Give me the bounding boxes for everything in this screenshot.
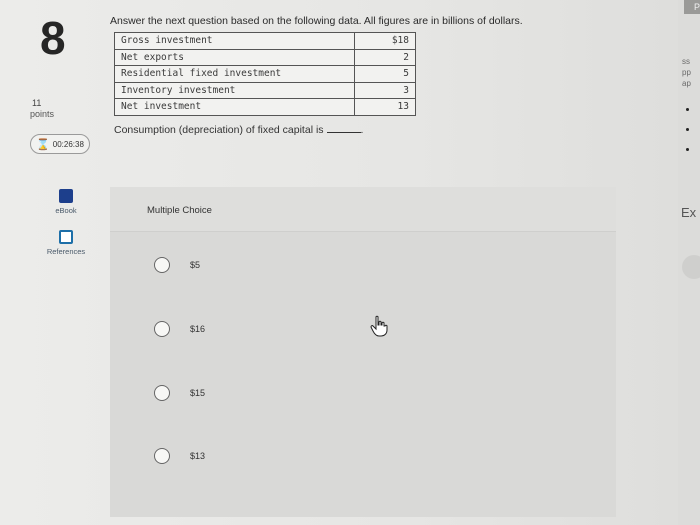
book-icon: [59, 189, 73, 203]
edge-circle: [682, 255, 700, 279]
choice-option[interactable]: [154, 252, 454, 278]
table-row: [115, 33, 416, 50]
multiple-choice-panel: [110, 187, 616, 517]
row-value: 2: [355, 49, 416, 66]
multiple-choice-title: Multiple Choice: [147, 205, 212, 216]
row-label: Residential fixed investment: [115, 66, 355, 83]
edge-tag: P: [684, 0, 700, 14]
adjacent-window-edge: [678, 0, 700, 525]
edge-fragment: pp: [682, 68, 691, 77]
bullet-icon: [686, 108, 689, 111]
bullet-icon: [686, 128, 689, 131]
question-stem: Consumption (depreciation) of fixed capital is .: [114, 124, 364, 136]
timer-text: 00:26:38: [52, 139, 84, 149]
row-label: Gross investment: [115, 33, 355, 50]
data-table: [114, 32, 416, 116]
radio-button[interactable]: [154, 321, 170, 337]
question-prompt: Answer the next question based on the following data. All figures are in billions of dollars.: [110, 15, 523, 27]
radio-button[interactable]: [154, 385, 170, 401]
edge-fragment: Ex: [681, 205, 697, 220]
row-label: Inventory investment: [115, 82, 355, 99]
edge-fragment: ap: [682, 79, 691, 88]
ebook-button[interactable]: [36, 189, 96, 215]
table-row: [115, 82, 416, 99]
table-row: [115, 66, 416, 83]
row-value: 3: [355, 82, 416, 99]
references-label: References: [46, 247, 86, 256]
row-value: 13: [355, 99, 416, 116]
points-value: 11: [32, 98, 42, 108]
radio-button[interactable]: [154, 257, 170, 273]
question-stem-text: Consumption (depreciation) of fixed capital is: [114, 124, 324, 136]
choice-label: $15: [190, 388, 206, 398]
bullet-icon: [686, 148, 689, 151]
row-label: Net investment: [115, 99, 355, 116]
choice-label: $16: [190, 324, 206, 334]
table-row: [115, 99, 416, 116]
edge-fragment: ss: [682, 57, 690, 66]
question-number: 8: [40, 12, 66, 64]
multiple-choice-header: [110, 187, 616, 232]
choice-option[interactable]: [154, 443, 454, 469]
timer-badge[interactable]: [30, 134, 90, 154]
choice-label: $5: [190, 260, 201, 270]
references-button[interactable]: [36, 230, 96, 256]
hourglass-icon: ⌛: [36, 138, 50, 151]
choice-label: $13: [190, 451, 206, 461]
radio-button[interactable]: [154, 448, 170, 464]
points-label: points: [30, 109, 55, 119]
table-row: [115, 49, 416, 66]
hand-pointer-icon: [370, 315, 388, 337]
document-icon: [59, 230, 73, 244]
row-value: 5: [355, 66, 416, 83]
ebook-label: eBook: [55, 206, 77, 215]
choice-option[interactable]: [154, 316, 454, 342]
row-label: Net exports: [115, 49, 355, 66]
row-value: $18: [355, 33, 416, 50]
choice-option[interactable]: [154, 380, 454, 406]
answer-blank: [327, 132, 361, 133]
